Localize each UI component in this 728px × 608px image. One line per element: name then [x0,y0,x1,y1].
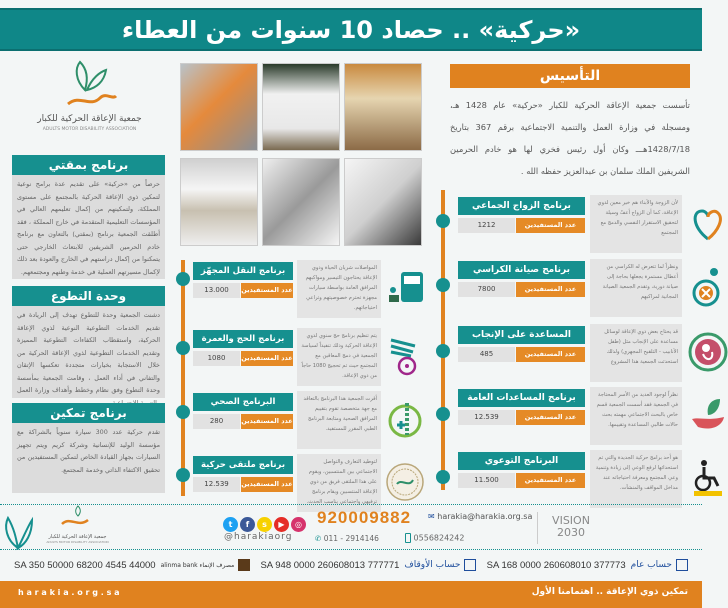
tamkeen-text: تقدم حركية عدد 300 سيارة سنوياً بالشراكة مع مؤسسة الوليد للإنسانية وشركة كريم ويتم تجهيز السيارات بجهاز القيادة الخاص لتمكين المستفيدين من تحقيق الاكتفاء الذاتي وخدمة المجتمع. [12,423,165,493]
beneficiaries-label: عدد المستفيدين [241,283,293,298]
timeline-line-mid [181,260,185,496]
program-title: المساعدة على الإنجاب [458,326,585,344]
program-description: أقرت الجمعية هذا البرنامج بالتعاقد مع جهة متخصصة تقوم بتقييم المرافق الصحية ومتابعة البرنامج الطبي المقرر للمستفيد. [297,391,381,449]
beneficiaries-label: عدد المستفيدين [241,351,293,366]
program-general-assistance [458,389,690,445]
accessible-parking-icon [688,458,728,498]
footer-logo-mark-icon [58,506,98,530]
volunteer-title: وحدة التطوع [12,286,165,306]
program-title: برنامج المساعدات العامة [458,389,585,407]
logo-org-name: جمعية الإعاقة الحركية للكبار [37,114,142,124]
bank-awqaf-account [260,559,476,571]
program-description: يتم تنظيم برنامج حج سنوي لذوي الإعاقة الحركية وذلك تنفيذاً لسياسة الجمعية في دمج المعاقين مع المجتمع حيث تم تحجيج 1080 حاجاً من ذوي الإعاقة. [297,328,381,386]
bimaqti-text: حرصاً من «حركية» على تقديم عدة برامج نوعية لتمكين ذوي الإعاقة الحركية بالمجتمع على مستوى المملكة، ولتمكينهم من إكمال تعليمهم العالي في المؤسسات التعليمية المتقدمة في خارج المملكة ، فقد أطلقت الجمعية برنامج (بمقتي) بالتعاون مع برنامج خادم الحرمين الشريفين للابتعاث الخارجي حتى يتمكنوا من إكمال دراستهم في الخارج والعودة بعد ذلك لإكمال مسيرتهم العملية في خدمة وطنهم ومجتمعهم. [12,175,165,279]
beneficiaries-count: 7800 [458,282,515,297]
mobile-row [405,533,464,543]
photo-wheelchair-repair [262,158,340,246]
beneficiaries-count: 13.000 [193,283,240,298]
tamkeen-box [12,403,165,493]
program-wheelchair-maintenance [458,261,690,317]
program-description: المواصلات شريان الحياة وذوي الإعاقة يحتاجون التيسير ومواكبهم المرافق العامة بواسطة سيارات مجهزة تحترم خصوصيتهم وتراعي احتياجاتهم. [297,260,381,318]
snapchat-icon[interactable]: s [257,517,272,532]
facebook-icon[interactable]: f [240,517,255,532]
mail-icon: ✉ [428,512,435,521]
program-title: برنامج الحج والعمرة [193,330,293,348]
bank-general-account [487,559,688,571]
logo-org-en: ADULTS MOTOR DISABILITY ASSOCIATION [42,127,137,132]
slogan: تمكين ذوي الإعاقة .. اهتمامنا الأول [531,587,688,597]
logo [12,60,167,145]
phone-icon: ✆ [315,534,322,543]
volunteer-text: دشنت الجمعية وحدة للتطوع تهدف إلى الريادة في تقديم الخدمات التطوعية النوعية لذوي الإعاقة الحركية، واستقطاب الكفاءات التطوعية المميزة وتقديم الخدمات التطوعية لذوي الإعاقة الحركية من خلال الاستجابة بخيارات متجددة تعكسها الإتقان والتفاني في أداء العمل ، وقامت الجمعية بمأسسة وحدة التطوع وفق نظام وخطط وأهداف وزارة العمل [12,306,165,398]
program-description: هو أحد برامج حركية الجديدة والتي تم استحداثها لرفع الوعي إلى زيادة وتنمية وعي المجتمع ومعرفة احتياجاته عند مداخل المواقف والمنشآت. [590,450,682,508]
landline: 011 - 2914146 [323,534,379,543]
program-title: البرنامج التوعوي [458,452,585,470]
beneficiaries-count: 280 [193,414,240,429]
alinma-logo-icon [238,559,250,571]
bank-iban: SA 168 0000 260608010 377773 [486,559,626,571]
bank-logo-icon [464,559,476,571]
vision-2030-logo: VISION 2030 [552,514,590,539]
program-fertility-assistance [458,326,690,382]
program-awareness [458,452,690,508]
photo-wedding-group [344,63,422,151]
program-description: لتوطيد التعارف والتواصل الاجتماعي بين المنتسبين، ويقوم على هذا الملتقى فريق من ذوي الإعاقة المنتسبين ويقام برنامج ترفيهي واجتماعي يناسب الحدث. [297,454,381,512]
unified-phone: 920009882 [317,508,412,527]
phone-row [315,534,379,543]
instagram-icon[interactable]: ◎ [291,517,306,532]
beneficiaries-label: عدد المستفيدين [516,410,585,425]
beneficiaries-count: 1212 [458,218,515,233]
program-hajj-umrah [193,330,425,386]
hand-leaf-icon [688,395,728,435]
beneficiaries-label: عدد المستفيدين [516,282,585,297]
program-description: لأن الزوجة والأبناء هم خير معين لذوي الإعاقة، كما أن الزواج أعفّ وسيلة لتحقيق الاستقرار النفسي والدمج مع المجتمع [590,195,682,253]
program-equipped-transport [193,262,425,318]
bank-alinma-account [14,559,250,571]
footer-logo [40,506,115,544]
timeline-dot [436,214,450,228]
fetus-icon [688,332,728,372]
program-group-wedding [458,197,690,253]
heart-rings-icon [688,203,728,243]
bimaqti-box [12,155,165,279]
health-spine-icon [385,399,425,439]
timeline-dot [436,470,450,484]
footer-divider-top [0,504,702,505]
bank-logo-icon [676,559,688,571]
program-title: برنامج صيانة الكراسي [458,261,585,279]
social-handle[interactable]: @harakiaorg [224,532,293,542]
bank-name: حساب الأوقاف [404,560,461,570]
timeline-dot [436,344,450,358]
program-title: برنامج ملتقى حركية [193,456,293,474]
photo-bus-wheelchair [180,63,258,151]
bimaqti-title: برنامج بمقتي [12,155,165,175]
email-row [428,512,532,521]
tamkeen-title: برنامج تمكين [12,403,165,423]
beneficiaries-label: عدد المستفيدين [516,218,585,233]
twitter-icon[interactable]: t [223,517,238,532]
program-description: ونظراً لما تتعرض له الكراسي من أعطال مستمرة يجعلها بحاجة إلى صيانة دورية، وتقدم الجمعية الصيانة المجانية لمراكبهم [590,259,682,317]
founding-title: التأسيس [450,64,690,88]
beneficiaries-count: 11.500 [458,473,515,488]
social-icons [223,512,308,532]
timeline-dot [436,278,450,292]
beneficiaries-label: عدد المستفيدين [241,414,293,429]
photo-transport-van [262,63,340,151]
timeline-dot [176,468,190,482]
bank-name: حساب عام [630,560,672,570]
footer-divider-mid [0,549,702,550]
beneficiaries-label: عدد المستفيدين [516,347,585,362]
multaqa-seal-icon [385,462,425,502]
program-description: نظراً لوجود العديد من الأسر المحتاجة في الجمعية فقد أسست الجمعية قسم خاص بالبحث الاجتماعي مهمته بحث حالات طالبي المساعدة وتقييمها. [590,387,682,445]
footer-org-en: ADULTS MOTOR DISABILITY ASSOCIATION [46,540,109,544]
bank-accounts-row [14,556,688,574]
volunteer-box [12,286,165,398]
program-title: برنامج النقل المجهّز [193,262,293,280]
timeline-dot [176,272,190,286]
website-link[interactable]: h a r a k i a . o r g . s a [18,588,120,597]
founding-text: تأسست جمعية الإعاقة الحركية للكبار «حركية» عام 1428 هـ، ومسجلة في وزارة العمل والتنمية الاجتماعية برقم 367 بتاريخ 1428/7/18هـــ وكان أول رئيس فخري لها هو خادم الحرمين الشريفين الملك سلمان بن عبدالعزيز حفظه الله . [450,100,690,176]
program-health [193,393,425,449]
beneficiaries-count: 1080 [193,351,240,366]
logo-leaf-icon [60,60,120,110]
program-description: قد يحتاج بعض ذوي الإعاقة لوسائل مساعدة على الإنجاب مثل (طفل الأنابيب - التلقيح المجهري) ولذلك استحدثت الجمعية هذا المشروع [590,324,682,382]
hajj-wheelchair-icon [385,336,425,376]
photo-hall-audience [180,158,258,246]
email-link[interactable]: harakia@harakia.org.sa [437,512,533,521]
footer-org-name: جمعية الإعاقة الحركية للكبار [48,534,107,540]
leaf-decoration-icon [2,514,34,550]
bank-iban: SA 350 50000 68200 4545 44000 [14,559,156,571]
beneficiaries-count: 485 [458,347,515,362]
timeline-dot [176,341,190,355]
footer-bar [0,581,702,608]
program-title: برنامج الزواج الجماعي [458,197,585,215]
wheelchair-tools-icon [688,267,728,307]
bus-icon [385,268,425,308]
youtube-icon[interactable]: ▶ [274,517,289,532]
beneficiaries-count: 12.539 [193,477,240,492]
page-title: «حركية» .. حصاد 10 سنوات من العطاء [0,8,702,51]
program-title: البرنامج الصحي [193,393,293,411]
timeline-dot [436,407,450,421]
beneficiaries-count: 12.539 [458,410,515,425]
vision-divider [537,512,538,544]
bank-iban: SA 948 0000 260608013 777771 [260,559,400,571]
bank-name: مصرف الإنماء alinma bank [160,561,235,569]
timeline-line-right [441,190,445,490]
mobile-number: 0556824242 [413,533,465,543]
photo-car-driver [344,158,422,246]
timeline-dot [176,405,190,419]
mobile-icon [405,533,411,543]
beneficiaries-label: عدد المستفيدين [241,477,293,492]
beneficiaries-label: عدد المستفيدين [516,473,585,488]
